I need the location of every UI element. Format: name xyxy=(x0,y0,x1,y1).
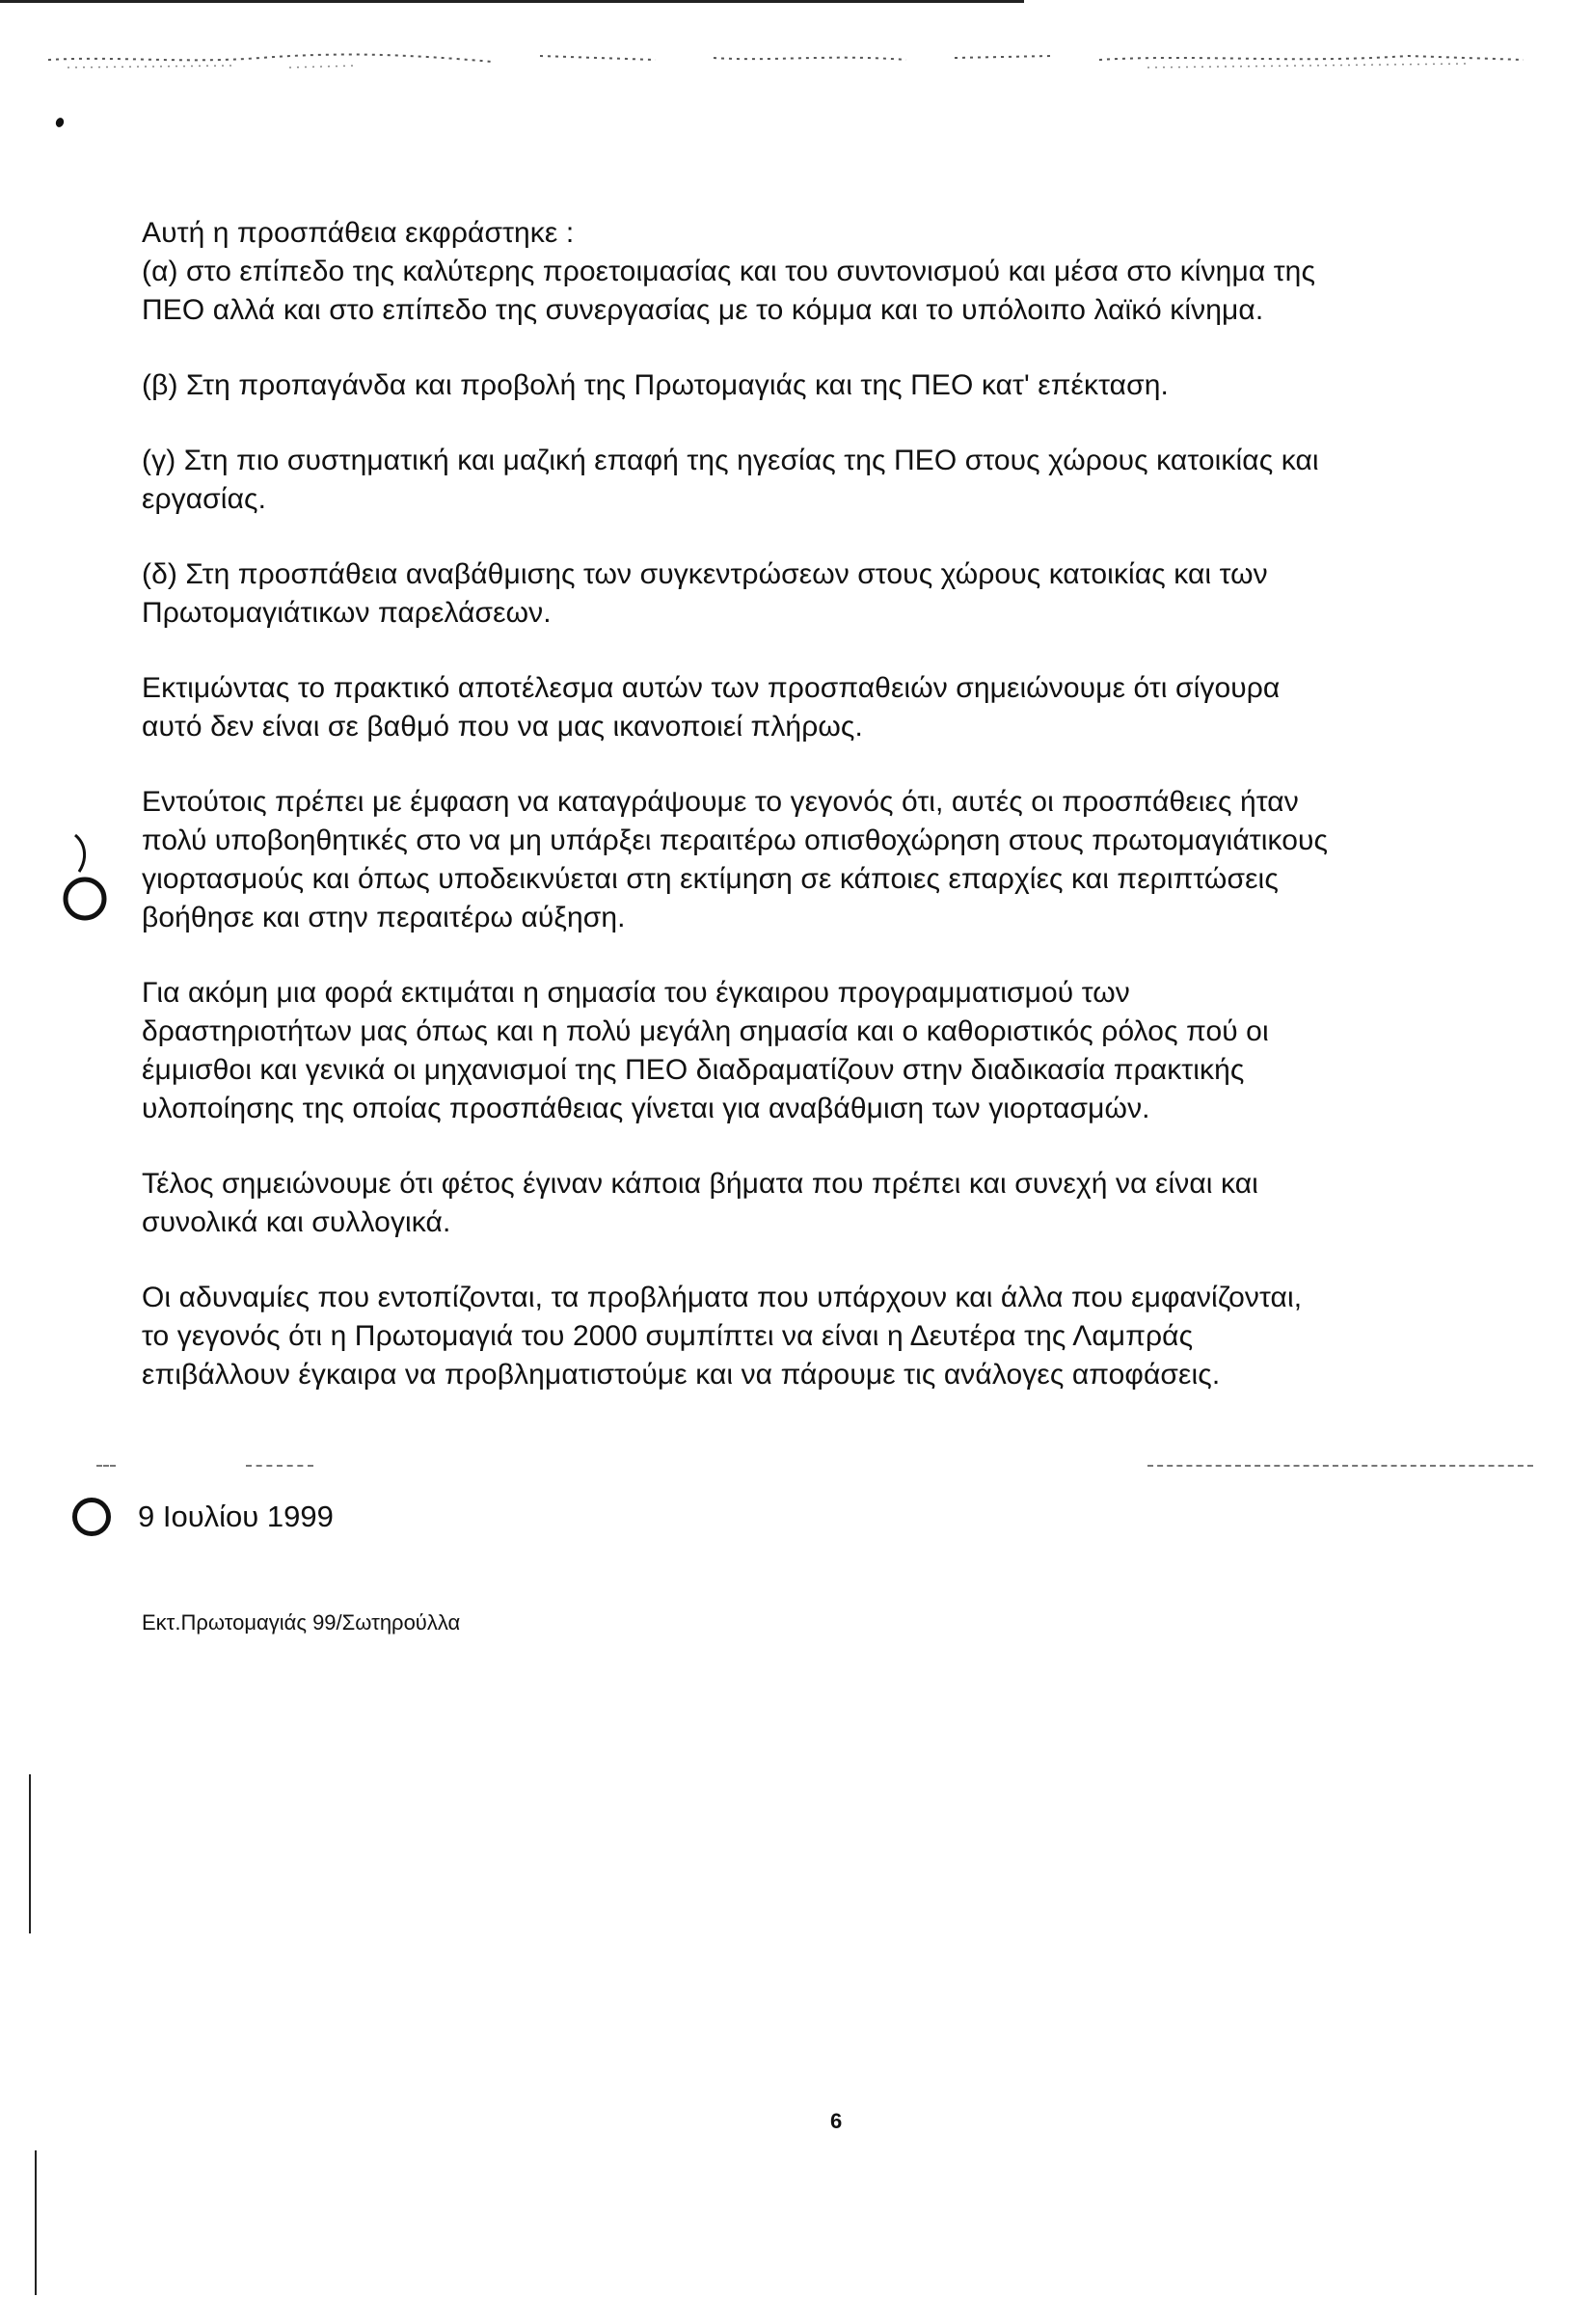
paragraph-nevertheless: Εντούτοις πρέπει με έμφαση να καταγράψουμε το γεγονός ότι, αυτές οι προσπάθειες ήταν πολύ υποβοηθητικές στο να μη υπάρξει περαιτέρω οπισθοχώρηση στους πρωτομαγιάτικους γιορτασμούς και όπως υποδεικνύεται στη εκτίμηση σε κάποιες επαρχίες και περιπτώσεις βοήθησε και στην περαιτέρω αύξηση. xyxy=(142,786,1329,933)
binder-ring-icon xyxy=(72,1498,111,1536)
paragraph-weaknesses: Οι αδυναμίες που εντοπίζονται, τα προβλήματα που υπάρχουν και άλλα που εμφανίζονται, το γεγονός ότι η Πρωτομαγιά του 2000 συμπίπτει να είναι η Δευτέρα της Λαμπράς επιβάλλουν έγκαιρα να προβληματιστούμε και να πάρουμε τις ανάλογες αποφάσεις. xyxy=(142,1282,1303,1391)
scan-noise-band xyxy=(39,39,1543,77)
scan-top-edge xyxy=(0,0,1024,3)
intro-line: Αυτή η προσπάθεια εκφράστηκε : xyxy=(142,217,575,249)
scan-edge-line xyxy=(29,1774,31,1933)
scan-dash-left xyxy=(96,1465,116,1469)
paragraph-assessment: Εκτιμώντας το πρακτικό αποτέλεσμα αυτών των προσπαθειών σημειώνουμε ότι σίγουρα αυτό δεν είναι σε βαθμό που να μας ικανοποιεί πλήρως. xyxy=(142,672,1281,743)
paragraph-a: (α) στο επίπεδο της καλύτερης προετοιμασίας και του συντονισμού και μέσα στο κίνημα της ΠΕΟ αλλά και στο επίπεδο της συνεργασίας με το κόμμα και το υπόλοιπο λαϊκό κίνημα. xyxy=(142,256,1316,326)
scan-dash-right xyxy=(1147,1465,1533,1469)
file-reference: Εκτ.Πρωτομαγιάς 99/Σωτηρούλλα xyxy=(142,1610,461,1635)
binder-hole-mark xyxy=(58,831,116,928)
scan-edge-line xyxy=(35,2150,37,2295)
scan-dash-mid xyxy=(246,1465,313,1469)
document-body xyxy=(142,214,1501,1431)
paragraph-b: (β) Στη προπαγάνδα και προβολή της Πρωτομαγιάς και της ΠΕΟ κατ' επέκταση. xyxy=(142,369,1169,401)
paragraph-d: (δ) Στη προσπάθεια αναβάθμισης των συγκεντρώσεων στους χώρους κατοικίας και των Πρωτομαγιάτικων παρελάσεων. xyxy=(142,558,1268,629)
date-row xyxy=(72,1493,334,1541)
document-date: 9 Ιουλίου 1999 xyxy=(138,1500,334,1533)
paragraph-finally: Τέλος σημειώνουμε ότι φέτος έγιναν κάποια βήματα που πρέπει και συνεχή να είναι και συνολικά και συλλογικά. xyxy=(142,1168,1258,1238)
paragraph-c: (γ) Στη πιο συστηματική και μαζική επαφή της ηγεσίας της ΠΕΟ στους χώρους κατοικίας και εργασίας. xyxy=(142,445,1319,515)
paragraph-planning: Για ακόμη μια φορά εκτιμάται η σημασία του έγκαιρου προγραμματισμού των δραστηριοτήτων μας όπως και η πολύ μεγάλη σημασία και ο καθοριστικός ρόλος πού οι έμμισθοι και γενικά οι μηχανισμοί της ΠΕΟ διαδραματίζουν στην διαδικασία πρακτικής υλοποίησης της οποίας προσπάθειας γίνεται για αναβάθμιση των γιορτασμών. xyxy=(142,977,1269,1124)
page-number: 6 xyxy=(830,2109,843,2133)
scan-speck xyxy=(55,117,66,128)
